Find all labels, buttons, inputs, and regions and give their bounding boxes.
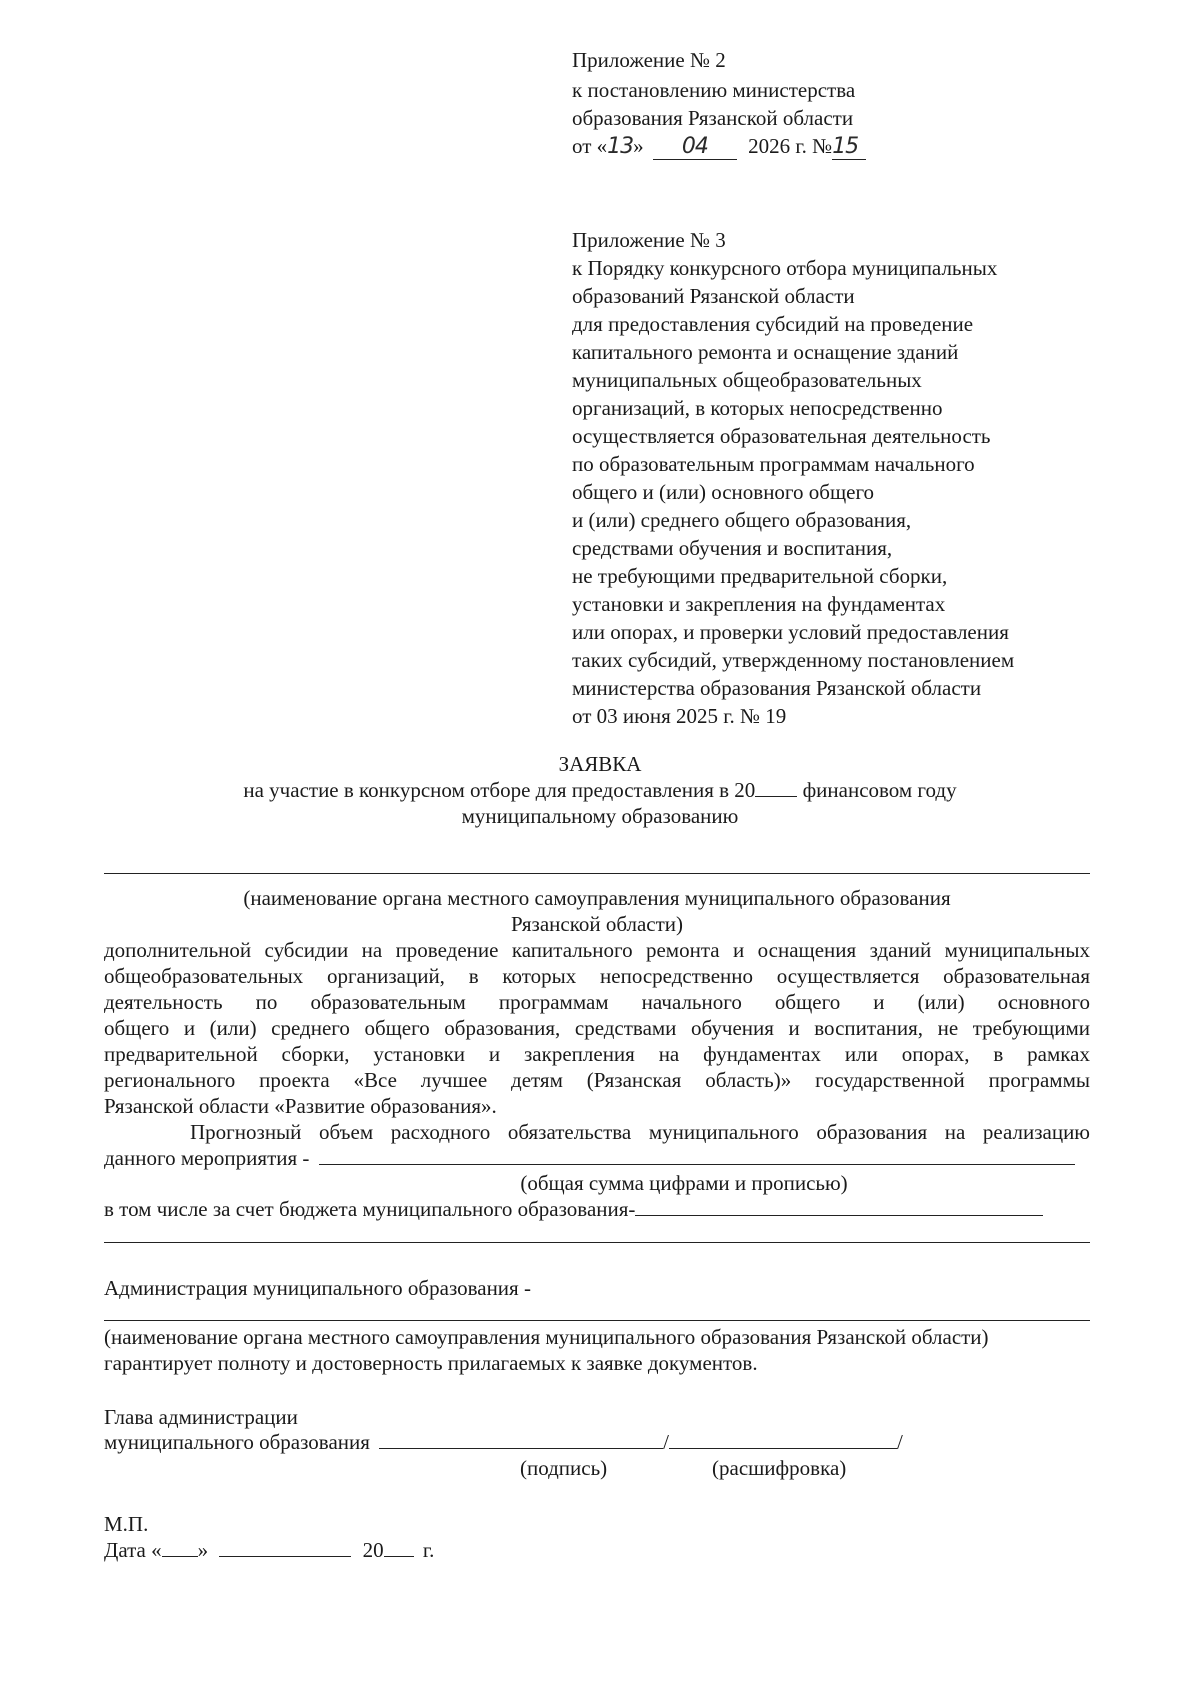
date-year-field: [384, 1538, 414, 1557]
body-line: общего и (или) среднего общего образования, средствами обучения и воспитания, не требующими: [104, 1016, 1090, 1040]
decode-caption: (расшифровка): [712, 1456, 847, 1480]
appendix-3-line: установки и закрепления на фундаментах: [572, 592, 946, 616]
forecast-line: Прогнозный объем расходного обязательства муниципального образования на реализацию: [190, 1120, 1090, 1144]
application-subtitle-line2: муниципальному образованию: [461, 804, 739, 828]
date-label: Дата «: [104, 1538, 162, 1562]
application-subtitle: [0, 778, 1200, 803]
appendix-3-line: муниципальных общеобразовательных: [572, 368, 922, 392]
appendix-3-line: общего и (или) основного общего: [572, 480, 875, 504]
handwritten-number: 15: [832, 134, 866, 160]
forecast-label: данного мероприятия -: [104, 1146, 310, 1170]
body-line: дополнительной субсидии на проведение капитального ремонта и оснащения зданий муниципальных: [104, 938, 1090, 962]
decode-field: [669, 1430, 897, 1449]
admin-name-line: [104, 1320, 1090, 1321]
appendix-3-line: для предоставления субсидий на проведение: [572, 312, 974, 336]
subtitle-part2: финансовом году: [802, 778, 957, 802]
guarantee-text: гарантирует полноту и достоверность прилагаемых к заявке документов.: [104, 1351, 758, 1375]
appendix-3-line: средствами обучения и воспитания,: [572, 536, 893, 560]
year-blank: [755, 778, 797, 797]
appendix-2-line: образования Рязанской области: [572, 106, 854, 130]
application-title: ЗАЯВКА: [558, 752, 642, 776]
budget-continuation-line: [104, 1242, 1090, 1243]
appendix-2-title: Приложение № 2: [572, 48, 726, 72]
date-suffix: г.: [422, 1538, 435, 1562]
date-month-field: [219, 1538, 351, 1557]
date-day-field: [162, 1538, 198, 1557]
budget-amount-field: [635, 1197, 1043, 1216]
slash: /: [663, 1430, 669, 1454]
appendix-3-line: от 03 июня 2025 г. № 19: [572, 704, 787, 728]
appendix-3-title: Приложение № 3: [572, 228, 726, 252]
date-year: 2026 г. №: [748, 134, 833, 158]
head-signature-line: [104, 1430, 903, 1455]
municipality-caption: (наименование органа местного самоуправления муниципального образования: [243, 886, 951, 910]
appendix-2-date: [572, 134, 866, 160]
head-label-2: муниципального образования: [104, 1430, 370, 1454]
date-quote-close: »: [633, 134, 644, 158]
admin-label: Администрация муниципального образования -: [104, 1276, 531, 1300]
head-label: Глава администрации: [104, 1405, 298, 1429]
appendix-3-line: таких субсидий, утвержденному постановлением: [572, 648, 1015, 672]
date-year-prefix: 20: [362, 1538, 384, 1562]
appendix-3-line: не требующими предварительной сборки,: [572, 564, 948, 588]
slash: /: [897, 1430, 903, 1454]
appendix-2-line: к постановлению министерства: [572, 78, 856, 102]
date-prefix: от «: [572, 134, 608, 158]
budget-line: [104, 1197, 1090, 1222]
signature-caption: (подпись): [520, 1456, 608, 1480]
appendix-3-line: осуществляется образовательная деятельность: [572, 424, 991, 448]
body-line: общеобразовательных организаций, в которых непосредственно осуществляется образовательная: [104, 964, 1090, 988]
forecast-amount-field: [319, 1146, 1075, 1165]
handwritten-day: 13: [607, 134, 634, 159]
date-close: »: [197, 1538, 209, 1562]
appendix-3-line: образований Рязанской области: [572, 284, 855, 308]
body-line: деятельность по образовательным программам начального общего и (или) основного: [104, 990, 1090, 1014]
appendix-3-line: капитального ремонта и оснащение зданий: [572, 340, 959, 364]
seal-label: М.П.: [104, 1512, 149, 1536]
admin-caption: (наименование органа местного самоуправления муниципального образования Рязанской области): [104, 1325, 989, 1349]
appendix-3-line: и (или) среднего общего образования,: [572, 508, 912, 532]
subtitle-part1: на участие в конкурсном отборе для предоставления в 20: [243, 778, 756, 802]
forecast-line2: [104, 1146, 1090, 1171]
appendix-3-line: министерства образования Рязанской области: [572, 676, 982, 700]
body-line: предварительной сборки, установки и закрепления на фундаментах или опорах, в рамках: [104, 1042, 1090, 1066]
budget-label: в том числе за счет бюджета муниципального образования-: [104, 1197, 636, 1221]
appendix-3-line: к Порядку конкурсного отбора муниципальных: [572, 256, 998, 280]
appendix-3-line: по образовательным программам начального: [572, 452, 975, 476]
appendix-3-line: организаций, в которых непосредственно: [572, 396, 943, 420]
body-line: Рязанской области «Развитие образования».: [104, 1094, 497, 1118]
appendix-3-line: или опорах, и проверки условий предоставления: [572, 620, 1009, 644]
date-line: [104, 1538, 434, 1563]
date-month-field: [653, 134, 737, 160]
body-line: регионального проекта «Все лучшее детям (Рязанская область)» государственной программы: [104, 1068, 1090, 1092]
forecast-caption: (общая сумма цифрами и прописью): [520, 1171, 848, 1195]
signature-field: [379, 1430, 663, 1449]
handwritten-month: 04: [681, 134, 708, 159]
municipality-caption: Рязанской области): [510, 912, 684, 936]
municipality-name-line: [104, 873, 1090, 874]
